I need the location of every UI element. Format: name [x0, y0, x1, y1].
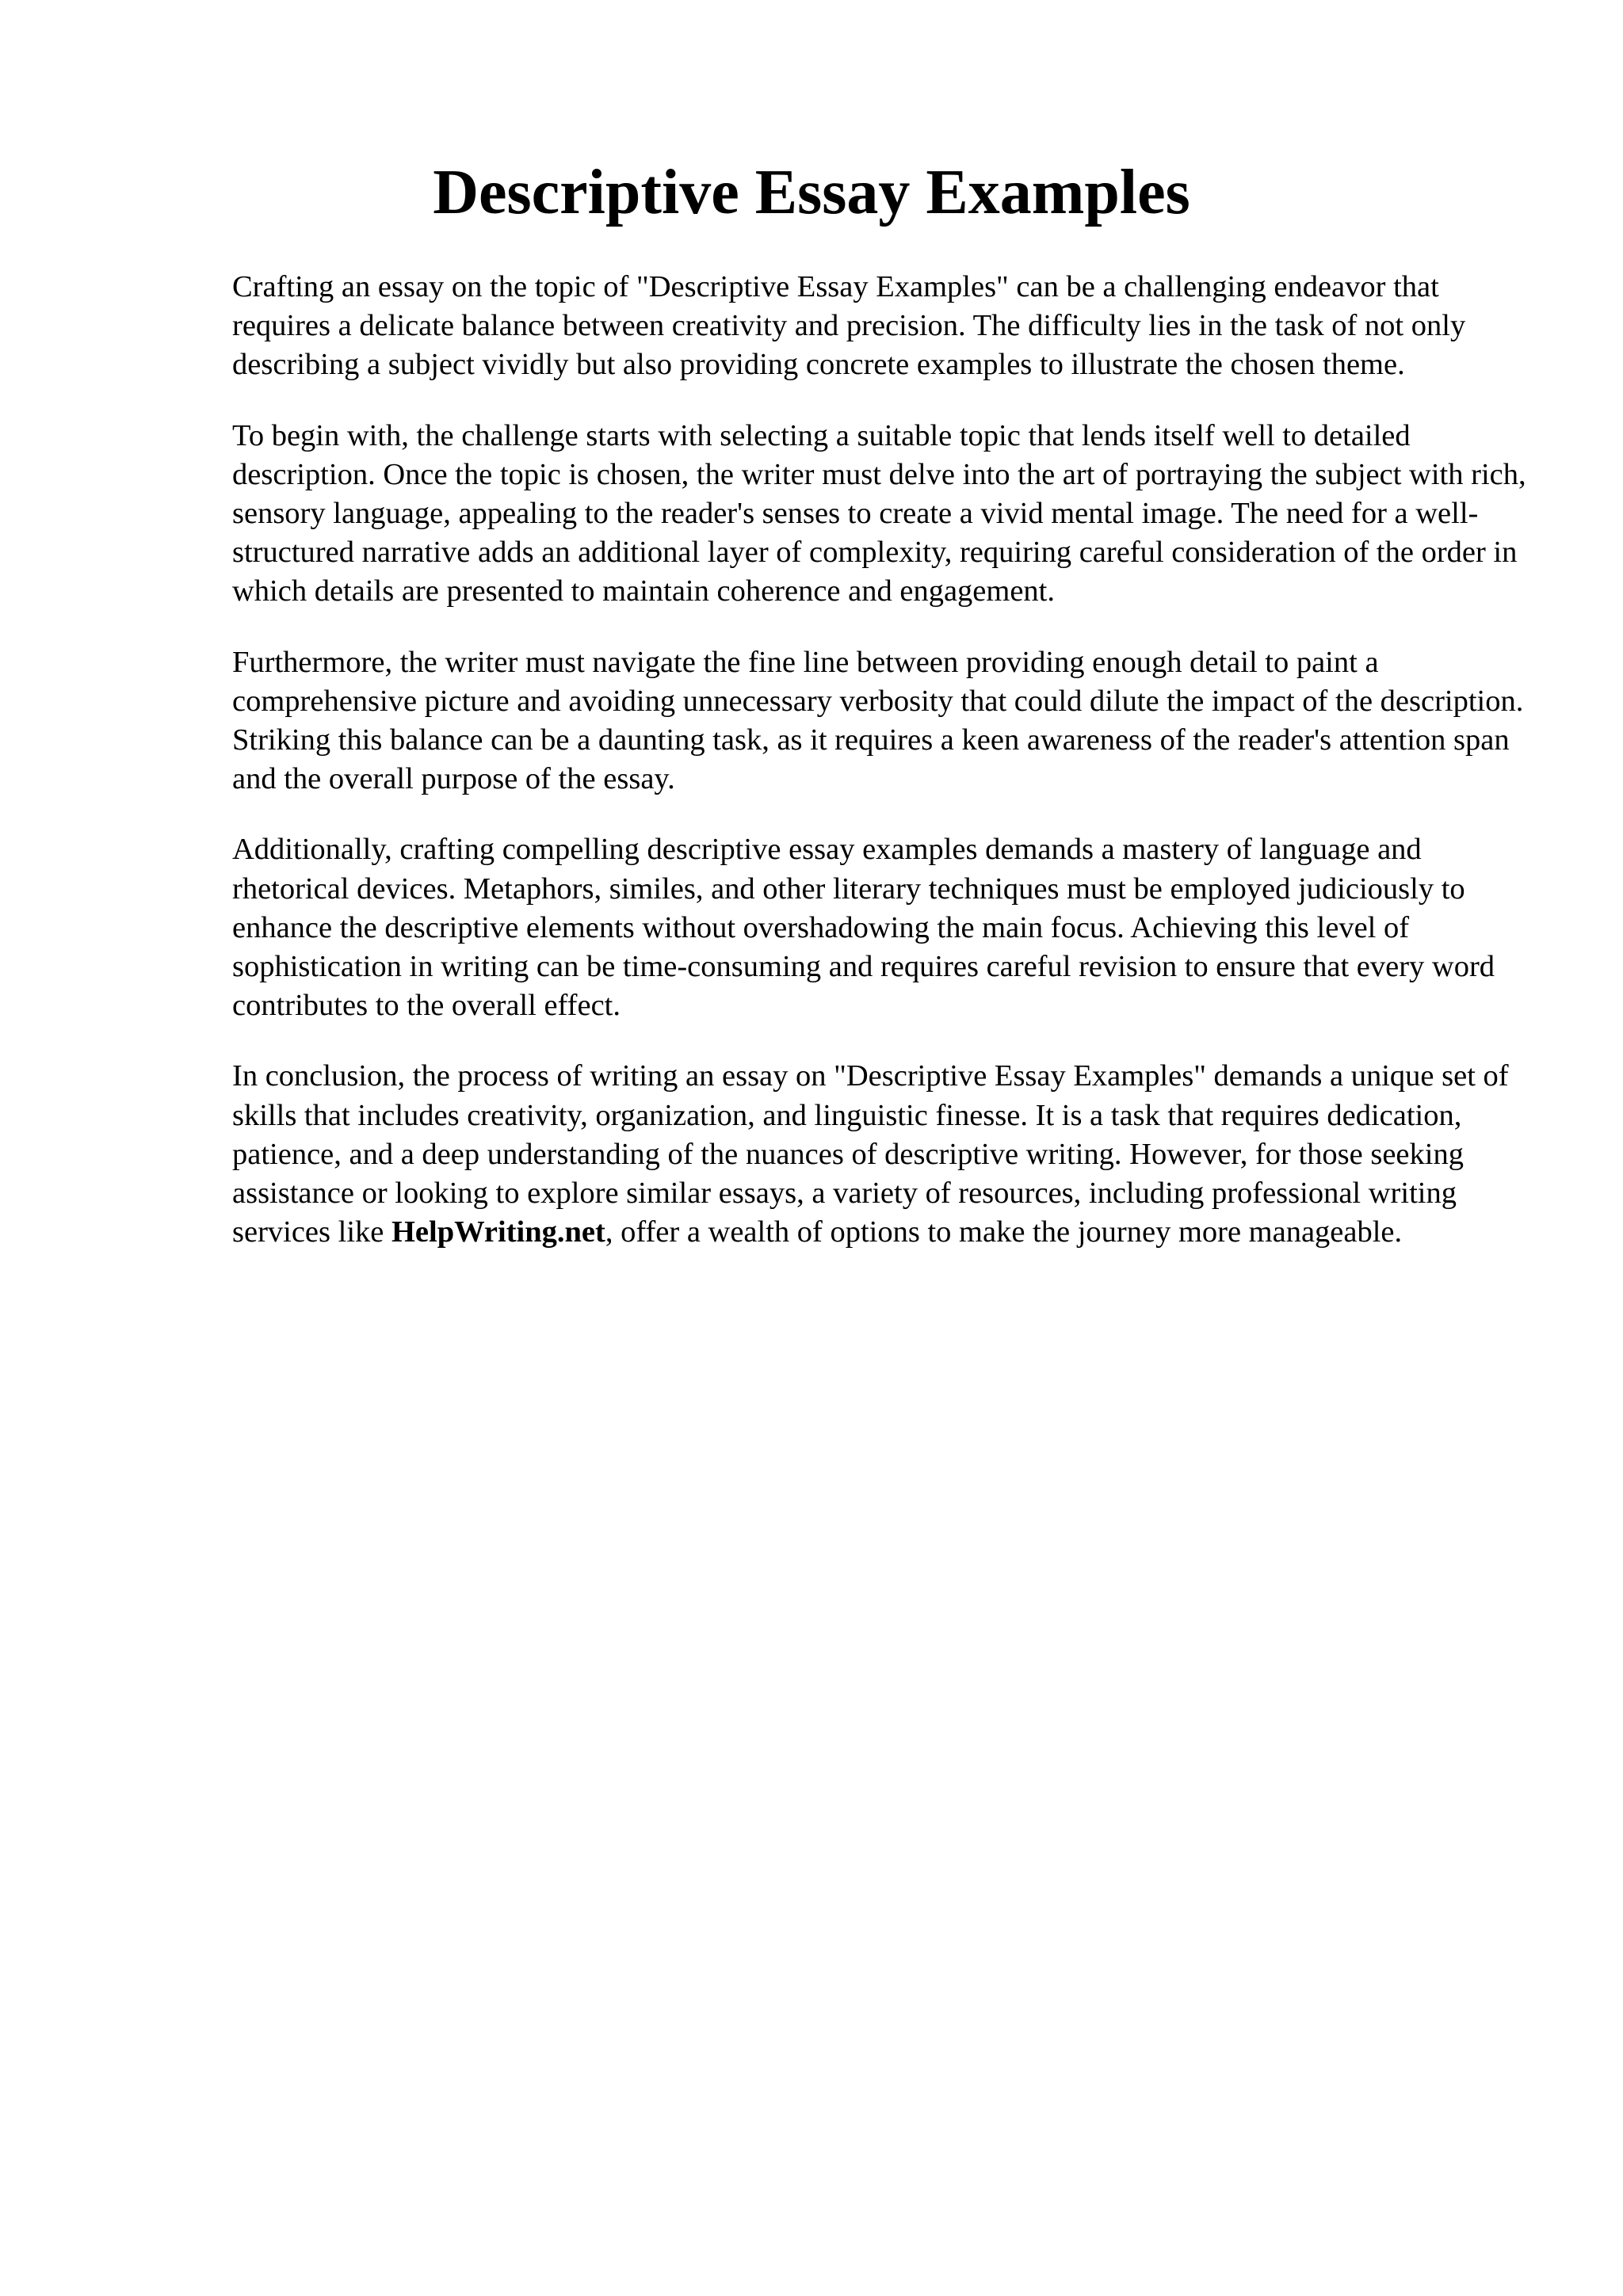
paragraph-3: Furthermore, the writer must navigate the fine line between providing enough detail to paint a comprehensive picture and avoiding unnecessary verbosity that could dilute the impact of the description. Striking this balance can be a daunting task, as it requires a keen awareness of the reader's attention span and the overall purpose of the essay.	[232, 645, 1524, 796]
helpwriting-brand-text: HelpWriting.net	[391, 1215, 605, 1249]
conclusion-text-before: In conclusion, the process of writing an essay on "Descriptive Essay Examples" demands a unique set of skills that includes creativity, organization, and linguistic finesse. It is a task that requires dedication, patience, and a deep understanding of the nuances of descriptive writing. However, for those seeking assistance or looking to explore similar essays, a variety of resources, including professional writing services like	[232, 1059, 1509, 1249]
conclusion-text-after: , offer a wealth of options to make the journey more manageable.	[605, 1215, 1403, 1249]
paragraph-4: Additionally, crafting compelling descriptive essay examples demands a mastery of language and rhetorical devices. Metaphors, similes, and other literary techniques must be employed judiciously to enhance the descriptive elements without overshadowing the main focus. Achieving this level of sophistication in writing can be time-consuming and requires careful revision to ensure that every word contributes to the overall effect.	[232, 833, 1495, 1023]
paragraph-1: Crafting an essay on the topic of "Descriptive Essay Examples" can be a challenging endeavor that requires a delicate balance between creativity and precision. The difficulty lies in the task of not only describing a subject vividly but also providing concrete examples to illustrate the chosen theme.	[232, 270, 1466, 382]
essay-body	[232, 268, 1540, 1283]
paragraph-5-conclusion	[232, 1057, 1540, 1252]
paragraph-2: To begin with, the challenge starts with selecting a suitable topic that lends itself well to detailed description. Once the topic is chosen, the writer must delve into the art of portraying the subject with rich, sensory language, appealing to the reader's senses to create a vivid mental image. The need for a well-structured narrative adds an additional layer of complexity, requiring careful consideration of the order in which details are presented to maintain coherence and engagement.	[232, 418, 1526, 608]
page-title: Descriptive Essay Examples	[433, 158, 1190, 227]
